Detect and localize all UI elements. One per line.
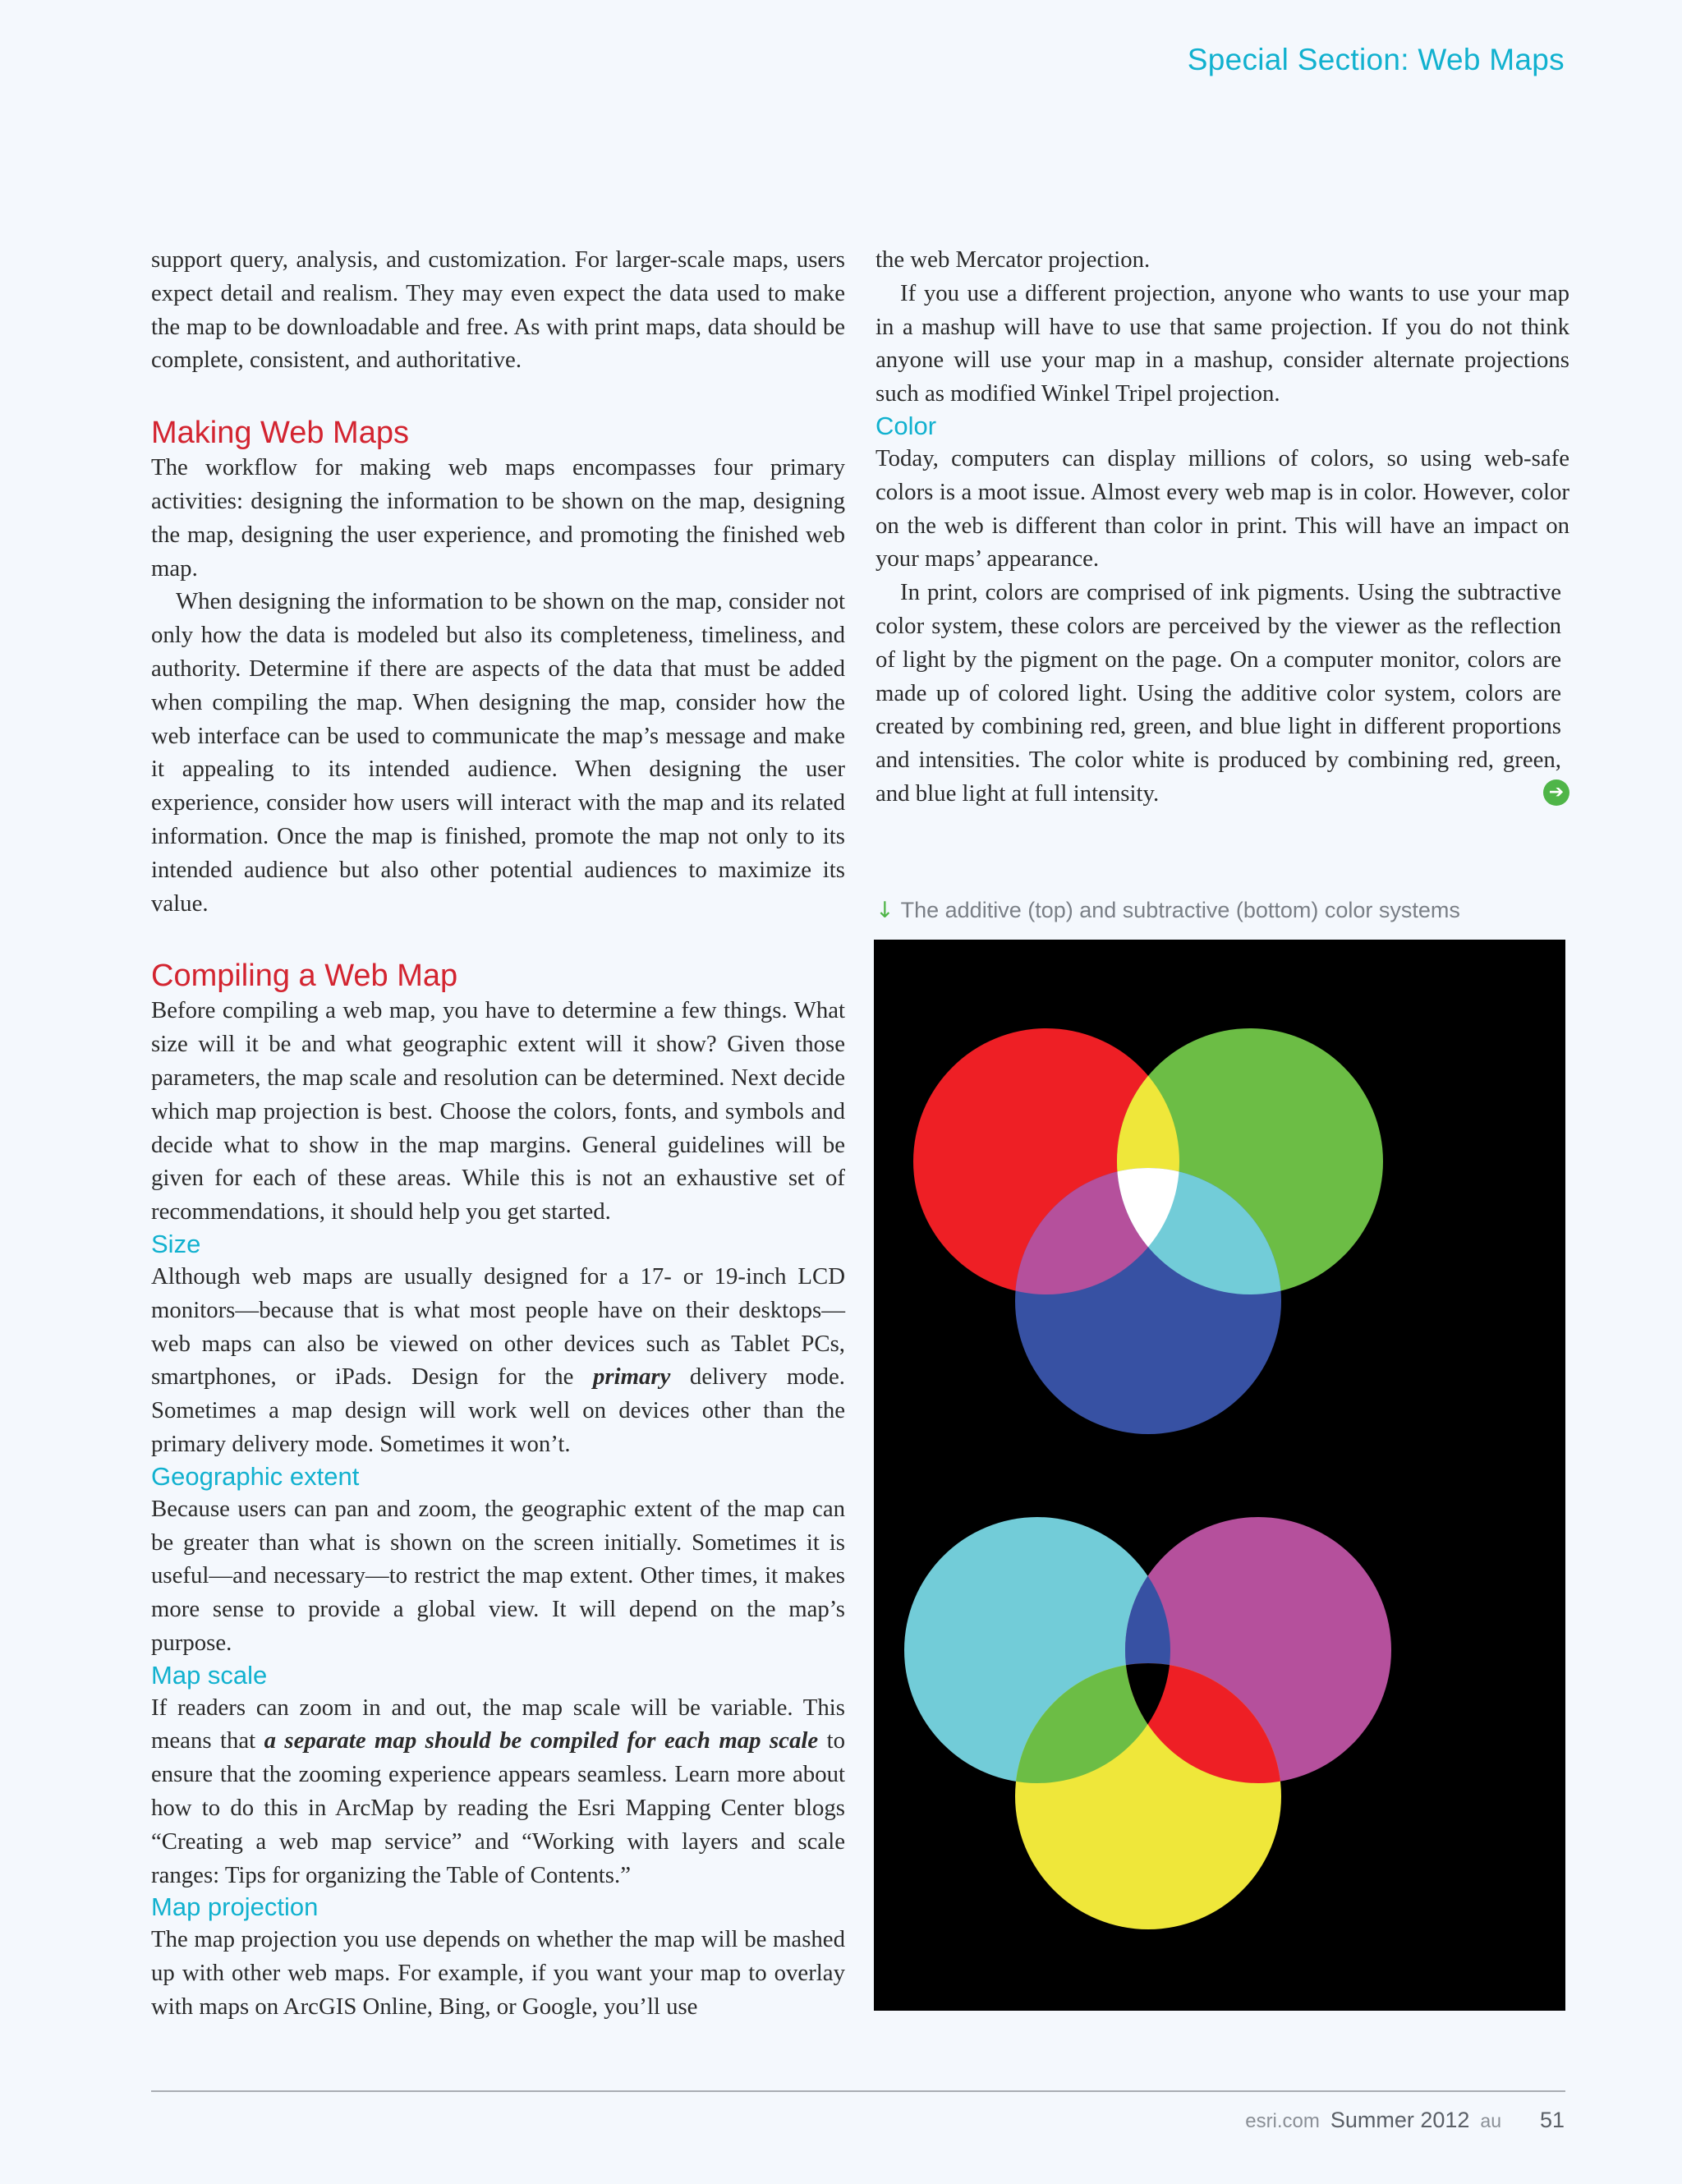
color-venn-diagrams [874,940,1565,2011]
text-run: Although web maps are usually designed for a 17- or 19-inch LCD monitors—because that is what most people have on their desktops—web maps can also be viewed on other devices such as Tablet PCs, smartphones, or iPads. Design for the [151,1262,845,1391]
text-run: to ensure that the zooming experience appears seamless. Learn more about how to do this in ArcMap by reading the Esri Mapping Center blogs “Creating a web map service” and “Working with layers and scale ranges: Tips for organizing the Table of Contents.” [151,1727,845,1888]
paragraph [151,1260,845,1461]
paragraph: the web Mercator projection. [875,246,1151,273]
paragraph: When designing the information to be shown on the map, consider not only how the data is modeled but also its completeness, timeliness, and authority. Determine if there are aspects of the data that must be added when compiling the map. When designing the map, consider how the web interface can be used to communicate the map’s message and make it appealing to its intended audience. When designing the user experience, consider how users will interact with the map and its related information. Once the map is finished, promote the map not only to its intended audience but also other potential audiences to maximize its value. [151,588,845,917]
paragraph: If you use a different projection, anyone who wants to use your map in a mashup will have to use that same projection. If you do not think anyone will use your map in a mashup, consider alternate projections such as modified Winkel Tripel projection. [875,279,1569,407]
emphasis: a separate map should be compiled for each map scale [264,1727,819,1754]
continue-arrow-icon: ➔ [1543,779,1569,806]
right-column [875,243,1569,811]
subheading-geographic-extent: Geographic extent [151,1461,360,1491]
page-number: 51 [1539,2108,1565,2132]
footer-issue: Summer 2012 [1330,2108,1470,2132]
paragraph: Before compiling a web map, you have to determine a few things. What size will it be and what geographic extent will it show? Given those parameters, the map scale and resolution can be determined. Next decide which map projection is best. Choose the colors, fonts, and symbols and decide what to show in the map margins. General guidelines will be given for each of these areas. While this is not an exhaustive set of recommendations, it should help you get started. [151,997,845,1225]
footer-rule [151,2090,1565,2092]
paragraph: In print, colors are comprised of ink pigments. Using the subtractive color system, these colors are perceived by the viewer as the reflection of light by the pigment on the page. On a computer monitor, colors are made up of colored light. Using the additive color system, colors are created by combining red, green, and blue light in different proportions and intensities. The color white is produced by combining red, green, and blue light at full intensity. [875,579,1561,807]
paragraph: The map projection you use depends on whether the map will be mashed up with other web maps. For example, if you want your map to overlay with maps on ArcGIS Online, Bing, or Google, you’ll use [151,1926,845,2021]
arrow-down-icon: ↓ [875,898,894,923]
paragraph-wrap [875,576,1569,811]
subheading-map-scale: Map scale [151,1660,268,1690]
subheading-color: Color [875,411,937,440]
paragraph: Because users can pan and zoom, the geographic extent of the map can be greater than what is shown on the screen initially. Sometimes it is useful—and necessary—to restrict the map extent. Other times, it makes more sense to provide a global view. It will depend on the map’s purpose. [151,1495,845,1656]
footer [1245,2108,1565,2133]
heading-making-web-maps: Making Web Maps [151,416,409,451]
text-run: If readers can zoom in and out, the map scale will be variable. This means that [151,1694,845,1754]
emphasis: primary [592,1363,671,1391]
figure-caption [875,898,1460,923]
paragraph: support query, analysis, and customization. For larger-scale maps, users expect detail and realism. They may even expect the data used to make the map to be downloadable and free. As with print maps, data should be complete, consistent, and authoritative. [151,246,845,374]
paragraph: Today, computers can display millions of colors, so using web-safe colors is a moot issue. Almost every web map is in color. However, color on the web is different than color in print. This will have an impact on your maps’ appearance. [875,444,1569,572]
subheading-size: Size [151,1229,201,1258]
caption-text: The additive (top) and subtractive (bottom) color systems [900,898,1460,922]
heading-compiling-web-map: Compiling a Web Map [151,959,458,994]
left-column [151,243,845,2024]
subheading-map-projection: Map projection [151,1892,319,1922]
footer-site: esri.com [1245,2110,1320,2132]
footer-edition: au [1480,2110,1501,2131]
color-systems-figure [874,940,1565,2011]
paragraph [151,1691,845,1892]
text-run: delivery mode. Sometimes a map design will work well on devices other than the primary delivery mode. Sometimes it won’t. [151,1363,845,1457]
section-header: Special Section: Web Maps [1187,43,1565,76]
paragraph: The workflow for making web maps encompasses four primary activities: designing the information to be shown on the map, designing the map, designing the user experience, and promoting the finished web map. [151,454,845,582]
subtractive-diagram [904,1517,1391,1929]
additive-diagram [913,1028,1383,1434]
